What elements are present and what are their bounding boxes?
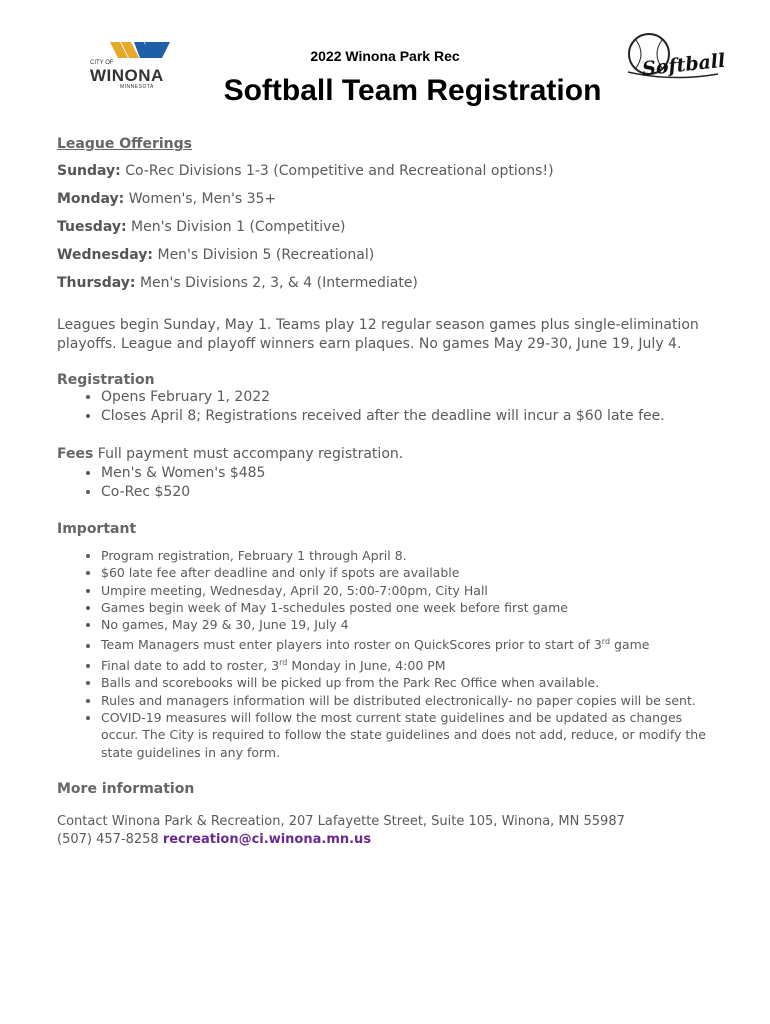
list-item: • Umpire meeting, Wednesday, April 20, 5:00-7:00pm, City Hall <box>101 582 717 599</box>
more-info-heading: More information <box>57 780 195 797</box>
league-text: Women's, Men's 35+ <box>128 191 277 207</box>
list-item: • Games begin week of May 1-schedules posted one week before first game <box>101 599 717 616</box>
league-day: Tuesday: <box>57 219 127 235</box>
league-day: Monday: <box>57 191 125 207</box>
registration-list <box>57 388 717 426</box>
fees-text: Full payment must accompany registration. <box>97 446 404 462</box>
league-item <box>57 274 717 292</box>
list-item: • Program registration, February 1 through April 8. <box>101 547 717 564</box>
softball-logo <box>622 30 727 90</box>
list-item: • Rules and managers information will be distributed electronically- no paper copies will be sent. <box>101 692 717 709</box>
contact-phone: (507) 457-8258 <box>57 831 163 847</box>
fees-list <box>57 464 717 502</box>
main-content <box>57 136 717 849</box>
league-heading: League Offerings <box>57 136 192 152</box>
list-item: • Closes April 8; Registrations received after the deadline will incur a $60 late fee. <box>101 407 717 426</box>
list-item: • Opens February 1, 2022 <box>101 388 717 407</box>
league-item <box>57 218 717 236</box>
city-logo-line3: MINNESOTA <box>120 84 154 90</box>
item-text: game <box>610 637 650 653</box>
league-text: Men's Division 1 (Competitive) <box>131 219 346 235</box>
league-text: Co-Rec Divisions 1-3 (Competitive and Recreational options!) <box>125 163 554 179</box>
league-day: Thursday: <box>57 275 136 291</box>
league-text: Men's Divisions 2, 3, & 4 (Intermediate) <box>139 275 418 291</box>
city-logo-line1: CITY OF <box>90 60 114 66</box>
list-item: • Men's & Women's $485 <box>101 464 717 483</box>
city-logo-line2: WINONA <box>90 66 164 85</box>
list-item <box>101 654 717 674</box>
important-heading: Important <box>57 521 137 537</box>
league-paragraph: Leagues begin Sunday, May 1. Teams play 12 regular season games plus single-elimination playoffs. League and playoff winners earn plaques. No games May 29-30, June 19, July 4. <box>57 317 699 352</box>
item-sup: rd <box>601 637 611 647</box>
item-text: Monday in June, 4:00 PM <box>287 658 446 674</box>
league-day: Sunday: <box>57 163 121 179</box>
contact-email-link[interactable]: recreation@ci.winona.mn.us <box>162 831 372 847</box>
page-subtitle: 2022 Winona Park Rec <box>310 48 460 64</box>
registration-heading: Registration <box>57 372 155 388</box>
league-item <box>57 246 717 264</box>
important-list <box>57 547 717 761</box>
league-list <box>57 162 717 292</box>
fees-heading: Fees <box>57 446 94 462</box>
league-text: Men's Division 5 (Recreational) <box>157 247 375 263</box>
league-day: Wednesday: <box>57 247 154 263</box>
list-item: • COVID-19 measures will follow the most current state guidelines and be updated as changes occur. The City is required to follow the state guidelines and does not add, reduce, or modify the state guidelines in any form. <box>101 709 717 761</box>
league-item <box>57 190 717 208</box>
item-sup: rd <box>279 657 288 667</box>
item-text: Final date to add to roster, 3 <box>101 658 280 674</box>
contact-address: Contact Winona Park & Recreation, 207 Lafayette Street, Suite 105, Winona, MN 55987 <box>57 813 625 829</box>
item-text: Team Managers must enter players into roster on QuickScores prior to start of 3 <box>101 637 602 653</box>
page-title: Softball Team Registration <box>223 74 602 107</box>
list-item <box>101 633 717 653</box>
fees-line <box>57 445 717 464</box>
league-item <box>57 162 717 180</box>
softball-logo-text: Softball <box>641 49 727 81</box>
list-item: • No games, May 29 & 30, June 19, July 4 <box>101 616 717 633</box>
list-item: • Balls and scorebooks will be picked up from the Park Rec Office when available. <box>101 674 717 691</box>
list-item: • Co-Rec $520 <box>101 483 717 502</box>
contact-line <box>57 831 717 849</box>
list-item: • $60 late fee after deadline and only if spots are available <box>101 564 717 581</box>
